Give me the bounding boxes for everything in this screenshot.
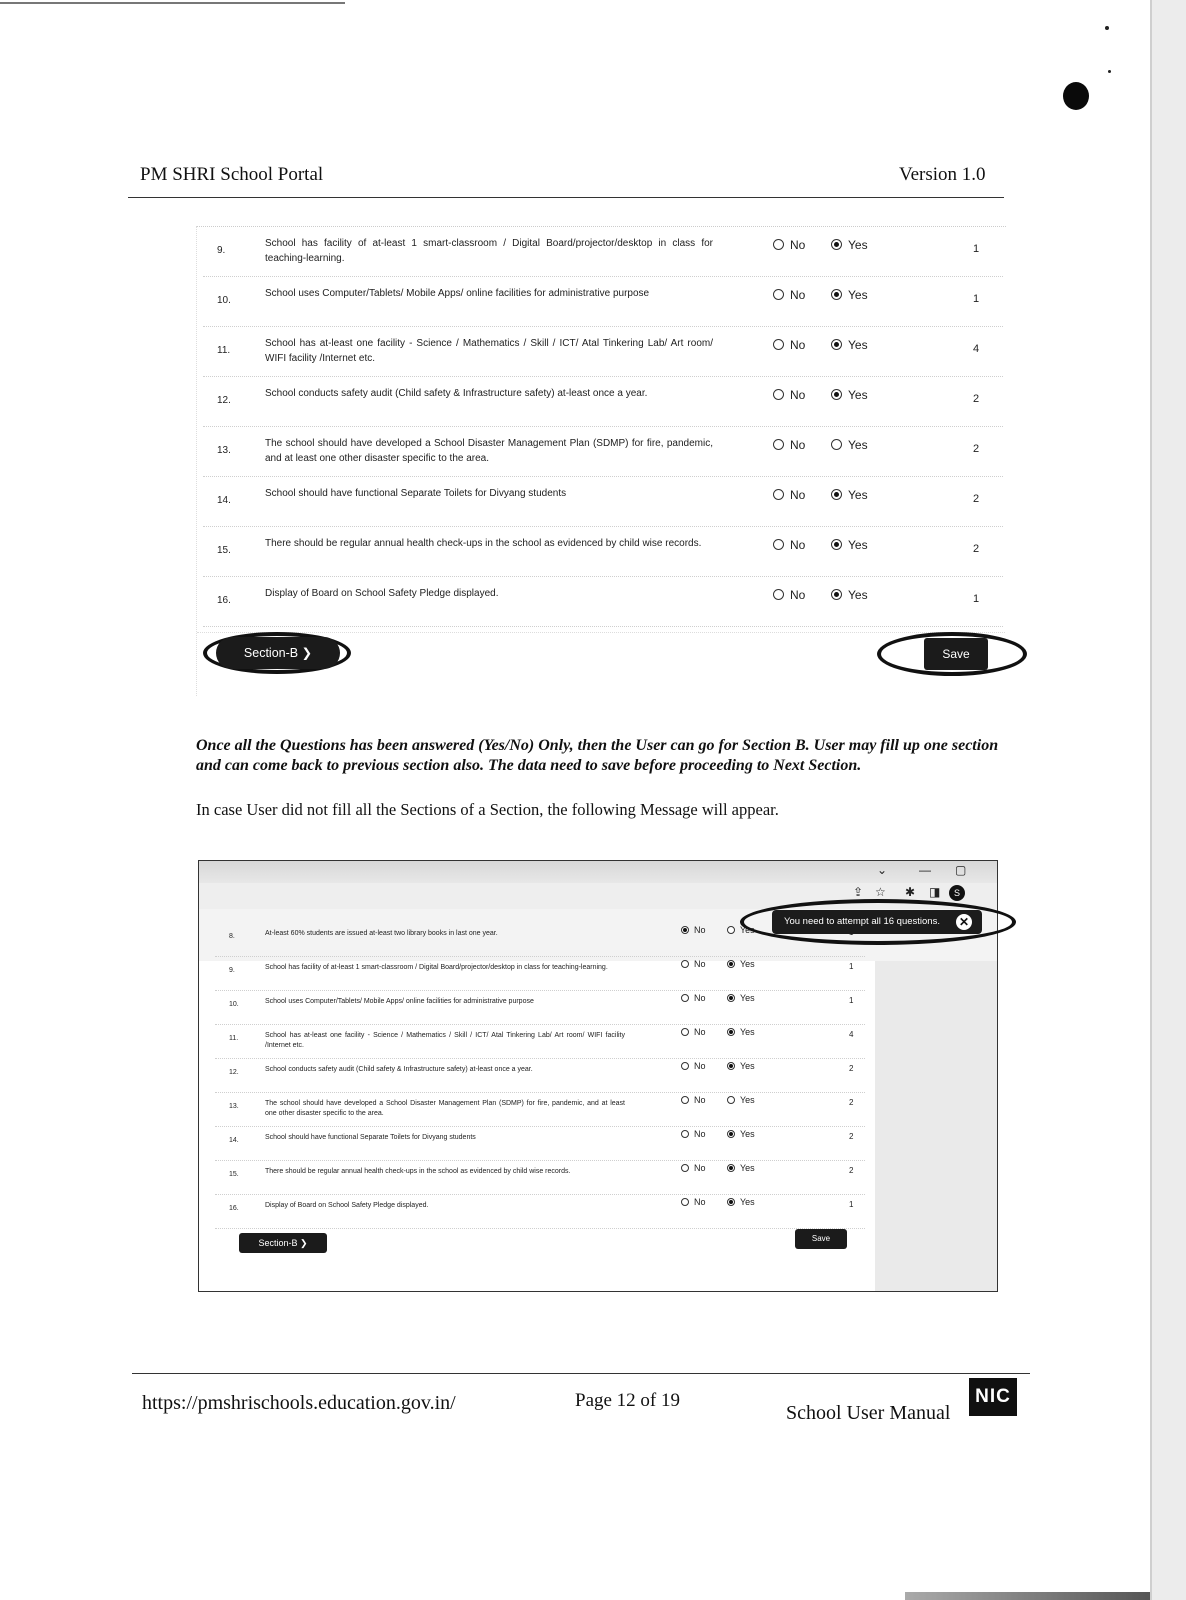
- option-no-label: No: [790, 338, 806, 352]
- question-number: 13.: [229, 1103, 239, 1110]
- option-yes-label: Yes: [740, 993, 755, 1003]
- question-text: There should be regular annual health check-ups in the school as evidenced by child wise records.: [265, 1168, 571, 1175]
- question-text: School has facility of at-least 1 smart-classroom / Digital Board/projector/desktop in class for teaching-learning.: [265, 238, 713, 264]
- instruction-bold: Once all the Questions has been answered (Yes/No) Only, then the User can go for Section B. User may fill up one section and can come back to previous section also. The data need to save before proceeding to Next Section.: [196, 737, 999, 774]
- question-row: [203, 277, 1003, 327]
- option-yes-label: Yes: [848, 588, 868, 602]
- question-number: 14.: [217, 495, 231, 506]
- radio-yes[interactable]: [831, 489, 842, 500]
- header-rule: [128, 197, 1004, 198]
- option-yes-label: Yes: [848, 338, 868, 352]
- question-text: School conducts safety audit (Child safety & Infrastructure safety) at-least once a year.: [265, 388, 648, 399]
- radio-yes[interactable]: [831, 539, 842, 550]
- option-no-label: No: [790, 488, 806, 502]
- question-score: 1: [973, 243, 980, 255]
- section-b-button[interactable]: Section-B ❯: [239, 1233, 327, 1253]
- question-number: 10.: [229, 1001, 239, 1008]
- radio-yes[interactable]: [831, 589, 842, 600]
- option-yes[interactable]: [831, 438, 868, 452]
- radio-yes[interactable]: [727, 1062, 735, 1070]
- option-no[interactable]: [681, 925, 706, 935]
- option-yes-label: Yes: [848, 538, 868, 552]
- question-row: [215, 1025, 865, 1059]
- radio-no[interactable]: [681, 1164, 689, 1172]
- radio-no[interactable]: [681, 1096, 689, 1104]
- option-yes-label: Yes: [740, 925, 755, 935]
- option-yes-label: Yes: [848, 238, 868, 252]
- option-no-label: No: [694, 1163, 706, 1173]
- scan-speck: [1105, 26, 1109, 30]
- question-score: 2: [849, 1064, 854, 1073]
- option-no-label: No: [694, 1129, 706, 1139]
- question-row: [215, 1195, 865, 1229]
- option-yes[interactable]: [727, 993, 755, 1003]
- form-footer-divider: [197, 632, 1005, 634]
- question-number: 15.: [229, 1171, 239, 1178]
- toast-message: You need to attempt all 16 questions.: [784, 916, 940, 927]
- radio-no[interactable]: [681, 994, 689, 1002]
- question-text: At-least 60% students are issued at-least two library books in last one year.: [265, 930, 498, 937]
- radio-no[interactable]: [681, 1130, 689, 1138]
- option-no[interactable]: [773, 588, 805, 602]
- question-row: [215, 991, 865, 1025]
- validation-toast: [772, 910, 982, 934]
- radio-no[interactable]: [681, 1062, 689, 1070]
- radio-no[interactable]: [773, 339, 784, 350]
- option-no[interactable]: [773, 538, 805, 552]
- option-no[interactable]: [681, 1095, 706, 1105]
- question-row: [203, 327, 1003, 377]
- option-no[interactable]: [773, 288, 805, 302]
- question-number: 11.: [217, 345, 231, 356]
- option-yes[interactable]: [727, 1095, 755, 1105]
- save-button[interactable]: Save: [924, 638, 988, 670]
- question-score: 1: [849, 996, 854, 1005]
- close-icon[interactable]: ✕: [956, 914, 972, 930]
- question-number: 12.: [217, 395, 231, 406]
- question-number: 9.: [229, 967, 235, 974]
- instruction-plain: In case User did not fill all the Sections of a Section, the following Message will appear.: [196, 800, 779, 819]
- question-score: 2: [849, 1166, 854, 1175]
- radio-yes[interactable]: [831, 389, 842, 400]
- radio-yes[interactable]: [831, 439, 842, 450]
- option-no[interactable]: [773, 238, 805, 252]
- doc-header-title: PM SHRI School Portal: [140, 164, 324, 185]
- option-yes[interactable]: [831, 238, 868, 252]
- form-screenshot-1: [196, 226, 1006, 696]
- option-no[interactable]: [681, 1163, 706, 1173]
- radio-no[interactable]: [681, 1028, 689, 1036]
- option-yes[interactable]: [727, 1027, 755, 1037]
- option-no-label: No: [694, 1197, 706, 1207]
- question-row: [203, 377, 1003, 427]
- question-score: 2: [849, 1132, 854, 1141]
- option-yes[interactable]: [831, 288, 868, 302]
- radio-no[interactable]: [773, 439, 784, 450]
- question-row: [215, 1127, 865, 1161]
- option-no-label: No: [790, 288, 806, 302]
- radio-no[interactable]: [681, 1198, 689, 1206]
- option-no[interactable]: [681, 1129, 706, 1139]
- footer-url[interactable]: https://pmshrischools.education.gov.in/: [142, 1392, 456, 1414]
- option-no-label: No: [694, 1027, 706, 1037]
- question-row: [215, 1161, 865, 1195]
- radio-yes[interactable]: [727, 994, 735, 1002]
- radio-yes[interactable]: [727, 960, 735, 968]
- question-text: The school should have developed a School Disaster Management Plan (SDMP) for fire, pandemic, and at least one other disaster specific to the area.: [265, 1100, 625, 1117]
- doc-header-version: Version 1.0: [899, 164, 986, 185]
- option-no-label: No: [790, 588, 806, 602]
- profile-avatar[interactable]: S: [949, 885, 965, 901]
- option-yes[interactable]: [831, 388, 868, 402]
- radio-no[interactable]: [773, 539, 784, 550]
- option-yes-label: Yes: [740, 1163, 755, 1173]
- question-score: 4: [973, 343, 980, 355]
- star-icon[interactable]: ☆: [875, 885, 886, 899]
- question-score: 2: [973, 493, 980, 505]
- option-no-label: No: [694, 959, 706, 969]
- share-icon[interactable]: ⇪: [853, 885, 864, 899]
- radio-yes[interactable]: [727, 1096, 735, 1104]
- footer-manual-title: School User Manual: [786, 1402, 951, 1424]
- option-yes[interactable]: [727, 1197, 755, 1207]
- radio-yes[interactable]: [727, 1130, 735, 1138]
- question-number: 16.: [229, 1205, 239, 1212]
- chevron-down-icon[interactable]: ⌄: [877, 863, 888, 877]
- radio-no[interactable]: [681, 926, 689, 934]
- question-number: 15.: [217, 545, 231, 556]
- question-score: 4: [849, 1030, 854, 1039]
- scan-edge-bar: [905, 1592, 1150, 1600]
- question-row: [203, 527, 1003, 577]
- radio-yes[interactable]: [727, 1028, 735, 1036]
- punch-hole-mark: [1063, 82, 1089, 110]
- option-yes[interactable]: [831, 538, 868, 552]
- question-number: 8.: [229, 933, 235, 940]
- option-no[interactable]: [681, 1061, 706, 1071]
- maximize-icon[interactable]: ▢: [955, 863, 967, 877]
- question-score: 2: [973, 543, 980, 555]
- question-number: 14.: [229, 1137, 239, 1144]
- question-row: [215, 957, 865, 991]
- question-text: There should be regular annual health check-ups in the school as evidenced by child wise records.: [265, 538, 702, 549]
- save-button[interactable]: Save: [795, 1229, 847, 1249]
- option-no[interactable]: [681, 1027, 706, 1037]
- option-no-label: No: [790, 388, 806, 402]
- option-yes-label: Yes: [848, 438, 868, 452]
- question-row: [203, 477, 1003, 527]
- option-yes-label: Yes: [740, 959, 755, 969]
- question-text: School has at-least one facility - Science / Mathematics / Skill / ICT/ Atal Tinkering Lab/ Art room/ WIFI facility /Internet etc.: [265, 1032, 625, 1049]
- scan-speck: [1108, 70, 1111, 73]
- extensions-icon[interactable]: ✱: [905, 885, 916, 899]
- question-number: 9.: [217, 245, 226, 256]
- radio-no[interactable]: [681, 960, 689, 968]
- footer-page-number: Page 12 of 19: [575, 1390, 681, 1411]
- section-b-button[interactable]: Section-B ❯: [216, 637, 340, 669]
- option-yes-label: Yes: [740, 1027, 755, 1037]
- radio-yes[interactable]: [831, 289, 842, 300]
- question-score: 1: [849, 962, 854, 971]
- option-no-label: No: [694, 993, 706, 1003]
- option-no[interactable]: [681, 1197, 706, 1207]
- question-row: [215, 1093, 865, 1127]
- question-number: 10.: [217, 295, 231, 306]
- option-no[interactable]: [773, 338, 805, 352]
- question-row: [203, 227, 1003, 277]
- right-side-panel: [875, 961, 998, 1292]
- question-text: School has at-least one facility - Science / Mathematics / Skill / ICT/ Atal Tinkering Lab/ Art room/ WIFI facility /Internet etc.: [265, 338, 713, 364]
- option-no[interactable]: [773, 388, 805, 402]
- question-text: School uses Computer/Tablets/ Mobile Apps/ online facilities for administrative purpose: [265, 998, 534, 1005]
- question-row: [203, 427, 1003, 477]
- option-no-label: No: [790, 438, 806, 452]
- radio-yes[interactable]: [727, 926, 735, 934]
- radio-no[interactable]: [773, 589, 784, 600]
- option-no[interactable]: [681, 993, 706, 1003]
- option-yes[interactable]: [727, 959, 755, 969]
- question-score: 1: [973, 593, 980, 605]
- option-yes-label: Yes: [848, 488, 868, 502]
- nic-logo: NIC: [969, 1378, 1017, 1416]
- question-text: Display of Board on School Safety Pledge displayed.: [265, 588, 499, 599]
- question-number: 11.: [229, 1035, 239, 1042]
- radio-no[interactable]: [773, 389, 784, 400]
- question-text: School should have functional Separate Toilets for Divyang students: [265, 1134, 476, 1141]
- footer-rule: [132, 1373, 1030, 1374]
- question-score: 1: [973, 293, 980, 305]
- sidebar-icon[interactable]: ◨: [929, 885, 941, 899]
- radio-no[interactable]: [773, 489, 784, 500]
- option-yes[interactable]: [831, 488, 868, 502]
- option-yes[interactable]: [727, 1163, 755, 1173]
- radio-yes[interactable]: [727, 1198, 735, 1206]
- question-number: 12.: [229, 1069, 239, 1076]
- radio-no[interactable]: [773, 289, 784, 300]
- question-text: School conducts safety audit (Child safety & Infrastructure safety) at-least once a year.: [265, 1066, 533, 1073]
- scan-top-line: [0, 2, 345, 4]
- minimize-icon[interactable]: —: [919, 863, 931, 877]
- radio-yes[interactable]: [727, 1164, 735, 1172]
- option-no-label: No: [694, 1095, 706, 1105]
- option-yes[interactable]: [727, 1129, 755, 1139]
- option-yes[interactable]: [831, 338, 868, 352]
- question-text: Display of Board on School Safety Pledge displayed.: [265, 1202, 429, 1209]
- question-number: 13.: [217, 445, 231, 456]
- radio-yes[interactable]: [831, 239, 842, 250]
- question-text: School has facility of at-least 1 smart-classroom / Digital Board/projector/desktop in class for teaching-learning.: [265, 964, 608, 971]
- option-no-label: No: [694, 1061, 706, 1071]
- option-no[interactable]: [773, 438, 805, 452]
- option-no[interactable]: [773, 488, 805, 502]
- question-number: 16.: [217, 595, 231, 606]
- option-no[interactable]: [681, 959, 706, 969]
- option-yes[interactable]: [831, 588, 868, 602]
- option-yes-label: Yes: [740, 1061, 755, 1071]
- option-yes-label: Yes: [740, 1129, 755, 1139]
- question-row: [215, 1059, 865, 1093]
- question-text: The school should have developed a School Disaster Management Plan (SDMP) for fire, pandemic, and at least one other disaster specific to the area.: [265, 438, 713, 464]
- question-score: 2: [973, 393, 980, 405]
- scan-page-edge: [1150, 0, 1186, 1600]
- option-no-label: No: [790, 538, 806, 552]
- option-yes-label: Yes: [848, 388, 868, 402]
- question-score: 2: [849, 1098, 854, 1107]
- option-yes-label: Yes: [740, 1095, 755, 1105]
- radio-yes[interactable]: [831, 339, 842, 350]
- question-score: 1: [849, 1200, 854, 1209]
- option-no-label: No: [694, 925, 706, 935]
- option-yes[interactable]: [727, 1061, 755, 1071]
- option-no-label: No: [790, 238, 806, 252]
- question-row: [203, 577, 1003, 627]
- option-yes-label: Yes: [848, 288, 868, 302]
- question-score: 2: [973, 443, 980, 455]
- question-text: School uses Computer/Tablets/ Mobile Apps/ online facilities for administrative purpose: [265, 288, 650, 299]
- radio-no[interactable]: [773, 239, 784, 250]
- question-text: School should have functional Separate Toilets for Divyang students: [265, 488, 567, 499]
- option-yes-label: Yes: [740, 1197, 755, 1207]
